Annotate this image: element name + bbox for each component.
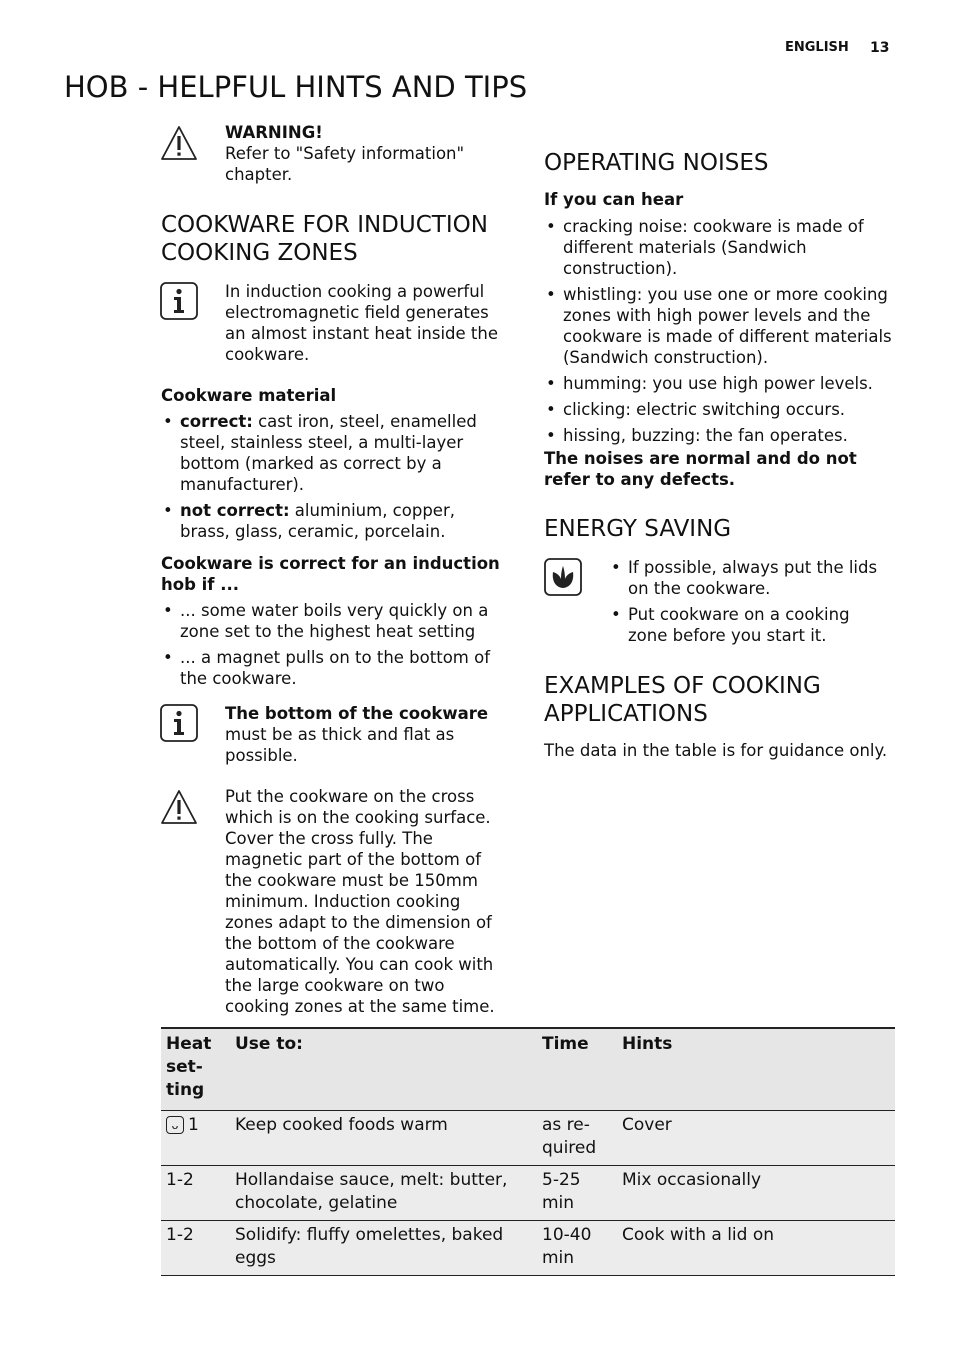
noises-subheading: If you can hear <box>544 190 684 209</box>
cell-heat: ᴗ 1 <box>161 1111 230 1166</box>
warning-heading: WARNING! <box>225 123 323 142</box>
column-header-use: Use to: <box>230 1028 537 1111</box>
bottom-info-text: The bottom of the cookware must be as thick and flat as possible. <box>225 704 489 765</box>
cell-use: Keep cooked foods warm <box>230 1111 537 1166</box>
list-item: • not correct: aluminium, copper, brass, glass, ceramic, porcelain. <box>161 500 506 542</box>
noises-list <box>544 216 894 451</box>
list-item: • ... a magnet pulls on to the bottom of the cookware. <box>161 647 506 689</box>
table-row <box>161 1166 895 1221</box>
noises-note: The noises are normal and do not refer to any defects. <box>544 449 857 489</box>
cross-warning-text: Put the cookware on the cross which is on the cooking surface. Cover the cross fully. The magnetic part of the bottom of the cookware must be 150mm minimum. Induction cooking zones adapt to the dimension of the bottom of the cookware automatically. You can cook with the large cookware on two cooking zones at the same time. <box>225 787 495 1016</box>
cell-time: 10-40 min <box>537 1221 617 1276</box>
cell-use: Solidify: fluffy omelettes, baked eggs <box>230 1221 537 1276</box>
list-item: • If possible, always put the lids on the cookware. <box>609 557 894 599</box>
material-heading: Cookware material <box>161 386 337 405</box>
page-title: HOB - HELPFUL HINTS AND TIPS <box>64 70 528 104</box>
header-language: ENGLISH <box>785 40 849 55</box>
cell-time: as re-quired <box>537 1111 617 1166</box>
energy-list <box>609 557 894 651</box>
correct-heading: Cookware is correct for an induction hob if ... <box>161 554 500 594</box>
list-item: • correct: cast iron, steel, enamelled steel, stainless steel, a multi-layer bottom (marked as correct by a manufacturer). <box>161 411 506 495</box>
table-row <box>161 1221 895 1276</box>
warning-text: Refer to "Safety information" chapter. <box>225 144 465 184</box>
column-header-heat: Heat set-ting <box>161 1028 230 1111</box>
energy-saving-icon <box>543 557 583 597</box>
list-item: • Put cookware on a cooking zone before you start it. <box>609 604 894 646</box>
examples-intro: The data in the table is for guidance only. <box>544 741 888 760</box>
page-number: 13 <box>870 40 890 56</box>
warning-icon <box>159 788 199 828</box>
correct-list <box>161 600 506 694</box>
energy-heading: ENERGY SAVING <box>544 516 732 542</box>
cell-hints: Cover <box>617 1111 895 1166</box>
warning-block <box>225 122 495 185</box>
column-header-time: Time <box>537 1028 617 1111</box>
list-item: • hissing, buzzing: the fan operates. <box>544 425 894 446</box>
info-icon <box>159 703 199 743</box>
cell-hints: Mix occasionally <box>617 1166 895 1221</box>
cell-time: 5-25 min <box>537 1166 617 1221</box>
table-row <box>161 1111 895 1166</box>
list-item: • whistling: you use one or more cooking zones with high power levels and the cookware is made of different materials (Sandwich construction). <box>544 284 894 368</box>
cell-heat: 1-2 <box>161 1221 230 1276</box>
cell-use: Hollandaise sauce, melt: butter, chocolate, gelatine <box>230 1166 537 1221</box>
list-item: • ... some water boils very quickly on a zone set to the highest heat setting <box>161 600 506 642</box>
info-icon <box>159 281 199 321</box>
keep-warm-icon: ᴗ <box>166 1116 184 1134</box>
examples-heading: EXAMPLES OF COOKING APPLICATIONS <box>544 673 821 727</box>
induction-info-text: In induction cooking a powerful electromagnetic field generates an almost instant heat inside the cookware. <box>225 282 498 364</box>
cell-hints: Cook with a lid on <box>617 1221 895 1276</box>
noises-heading: OPERATING NOISES <box>544 150 769 176</box>
cooking-applications-table <box>161 1027 895 1276</box>
warning-icon <box>159 124 199 164</box>
table-header-row <box>161 1028 895 1111</box>
list-item: • clicking: electric switching occurs. <box>544 399 894 420</box>
cell-heat: 1-2 <box>161 1166 230 1221</box>
list-item: • cracking noise: cookware is made of different materials (Sandwich construction). <box>544 216 894 279</box>
material-list <box>161 411 506 547</box>
cookware-heading: COOKWARE FOR INDUCTION COOKING ZONES <box>161 212 488 266</box>
column-header-hints: Hints <box>617 1028 895 1111</box>
list-item: • humming: you use high power levels. <box>544 373 894 394</box>
